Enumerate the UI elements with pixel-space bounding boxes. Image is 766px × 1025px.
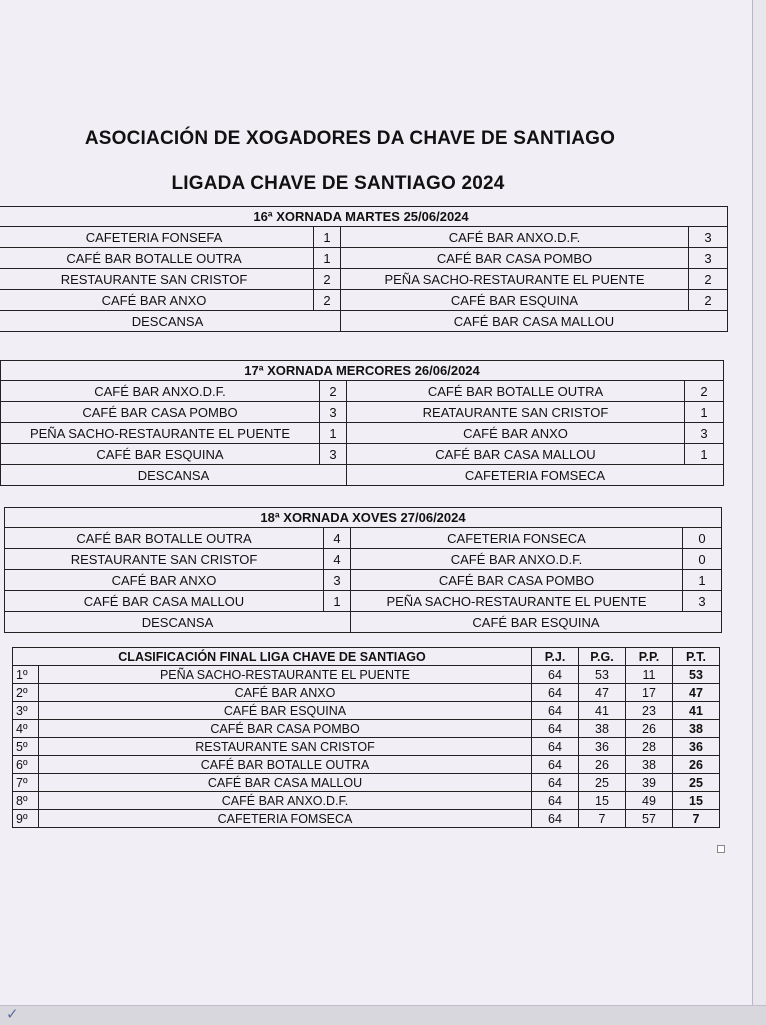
home-score: 4 xyxy=(324,528,351,549)
rest-label: DESCANSA xyxy=(1,465,347,486)
team-name: CAFÉ BAR BOTALLE OUTRA xyxy=(39,756,532,774)
home-score: 1 xyxy=(320,423,347,444)
team-name: CAFÉ BAR ANXO.D.F. xyxy=(39,792,532,810)
away-score: 3 xyxy=(685,423,724,444)
pj: 64 xyxy=(532,720,579,738)
table-row xyxy=(5,570,722,591)
pg: 47 xyxy=(579,684,626,702)
pt: 26 xyxy=(673,756,720,774)
team-name: CAFÉ BAR CASA MALLOU xyxy=(39,774,532,792)
table-row xyxy=(5,612,722,633)
status-bar xyxy=(0,1005,766,1025)
round-18-table xyxy=(4,507,722,633)
home-score: 1 xyxy=(314,227,341,248)
home-score: 3 xyxy=(320,402,347,423)
position: 7º xyxy=(13,774,39,792)
pj: 64 xyxy=(532,810,579,828)
team-name: CAFÉ BAR CASA POMBO xyxy=(39,720,532,738)
home-score: 2 xyxy=(320,381,347,402)
home-score: 3 xyxy=(320,444,347,465)
away-team: CAFÉ BAR ANXO xyxy=(347,423,685,444)
pt: 53 xyxy=(673,666,720,684)
home-team: CAFÉ BAR CASA MALLOU xyxy=(5,591,324,612)
team-name: PEÑA SACHO-RESTAURANTE EL PUENTE xyxy=(39,666,532,684)
pj: 64 xyxy=(532,756,579,774)
pp: 17 xyxy=(626,684,673,702)
home-score: 1 xyxy=(324,591,351,612)
rest-team: CAFETERIA FOMSECA xyxy=(347,465,724,486)
away-score: 1 xyxy=(685,444,724,465)
pp: 49 xyxy=(626,792,673,810)
pg: 41 xyxy=(579,702,626,720)
pt: 36 xyxy=(673,738,720,756)
round-16-table xyxy=(0,206,728,332)
pg: 36 xyxy=(579,738,626,756)
table-row xyxy=(13,810,720,828)
pp: 11 xyxy=(626,666,673,684)
away-score: 1 xyxy=(685,402,724,423)
pt: 41 xyxy=(673,702,720,720)
pg: 7 xyxy=(579,810,626,828)
position: 9º xyxy=(13,810,39,828)
home-team: RESTAURANTE SAN CRISTOF xyxy=(0,269,314,290)
pj: 64 xyxy=(532,738,579,756)
home-team: CAFÉ BAR ESQUINA xyxy=(1,444,320,465)
away-score: 2 xyxy=(689,290,728,311)
document-title: ASOCIACIÓN DE XOGADORES DA CHAVE DE SANTIAGO xyxy=(84,128,616,149)
pt: 25 xyxy=(673,774,720,792)
rest-label: DESCANSA xyxy=(5,612,351,633)
rest-team: CAFÉ BAR CASA MALLOU xyxy=(341,311,728,332)
table-row xyxy=(13,774,720,792)
home-score: 2 xyxy=(314,269,341,290)
table-resize-handle[interactable] xyxy=(717,845,725,853)
standings-header: CLASIFICACIÓN FINAL LIGA CHAVE DE SANTIAGO xyxy=(13,648,532,666)
rest-team: CAFÉ BAR ESQUINA xyxy=(351,612,722,633)
pg: 25 xyxy=(579,774,626,792)
table-row xyxy=(0,290,728,311)
pt: 7 xyxy=(673,810,720,828)
away-score: 0 xyxy=(683,549,722,570)
away-team: CAFÉ BAR CASA MALLOU xyxy=(347,444,685,465)
home-team: RESTAURANTE SAN CRISTOF xyxy=(5,549,324,570)
pj: 64 xyxy=(532,774,579,792)
pp: 38 xyxy=(626,756,673,774)
team-name: CAFÉ BAR ANXO xyxy=(39,684,532,702)
away-score: 0 xyxy=(683,528,722,549)
position: 3º xyxy=(13,702,39,720)
home-score: 1 xyxy=(314,248,341,269)
round-17-header: 17ª XORNADA MERCORES 26/06/2024 xyxy=(1,361,724,381)
col-pp: P.P. xyxy=(626,648,673,666)
away-team: CAFÉ BAR ANXO.D.F. xyxy=(351,549,683,570)
position: 2º xyxy=(13,684,39,702)
away-score: 1 xyxy=(683,570,722,591)
standings-table xyxy=(12,647,720,828)
away-score: 2 xyxy=(685,381,724,402)
table-row xyxy=(5,528,722,549)
table-row xyxy=(13,684,720,702)
pp: 57 xyxy=(626,810,673,828)
team-name: RESTAURANTE SAN CRISTOF xyxy=(39,738,532,756)
home-team: CAFÉ BAR ANXO.D.F. xyxy=(1,381,320,402)
home-team: CAFÉ BAR CASA POMBO xyxy=(1,402,320,423)
round-16-header: 16ª XORNADA MARTES 25/06/2024 xyxy=(0,207,728,227)
col-pt: P.T. xyxy=(673,648,720,666)
check-document-icon[interactable]: ✓ xyxy=(6,1006,19,1023)
position: 1º xyxy=(13,666,39,684)
table-row xyxy=(1,465,724,486)
table-row xyxy=(5,549,722,570)
col-pg: P.G. xyxy=(579,648,626,666)
round-17-table xyxy=(0,360,724,486)
table-row xyxy=(13,720,720,738)
home-score: 2 xyxy=(314,290,341,311)
home-team: CAFÉ BAR BOTALLE OUTRA xyxy=(5,528,324,549)
pt: 38 xyxy=(673,720,720,738)
table-row xyxy=(5,591,722,612)
table-row xyxy=(13,702,720,720)
team-name: CAFÉ BAR ESQUINA xyxy=(39,702,532,720)
away-team: CAFÉ BAR CASA POMBO xyxy=(351,570,683,591)
pg: 38 xyxy=(579,720,626,738)
away-team: CAFÉ BAR ESQUINA xyxy=(341,290,689,311)
pj: 64 xyxy=(532,792,579,810)
pp: 26 xyxy=(626,720,673,738)
table-row xyxy=(1,402,724,423)
position: 6º xyxy=(13,756,39,774)
home-team: PEÑA SACHO-RESTAURANTE EL PUENTE xyxy=(1,423,320,444)
round-18-header: 18ª XORNADA XOVES 27/06/2024 xyxy=(5,508,722,528)
pg: 15 xyxy=(579,792,626,810)
pp: 23 xyxy=(626,702,673,720)
table-row xyxy=(0,269,728,290)
away-team: CAFÉ BAR ANXO.D.F. xyxy=(341,227,689,248)
home-team: CAFETERIA FONSEFA xyxy=(0,227,314,248)
away-score: 2 xyxy=(689,269,728,290)
home-score: 4 xyxy=(324,549,351,570)
document-subtitle: LIGADA CHAVE DE SANTIAGO 2024 xyxy=(171,173,505,194)
col-pj: P.J. xyxy=(532,648,579,666)
position: 4º xyxy=(13,720,39,738)
table-row xyxy=(13,666,720,684)
pg: 26 xyxy=(579,756,626,774)
away-score: 3 xyxy=(689,248,728,269)
home-team: CAFÉ BAR ANXO xyxy=(5,570,324,591)
away-team: CAFETERIA FONSECA xyxy=(351,528,683,549)
table-row xyxy=(13,792,720,810)
pg: 53 xyxy=(579,666,626,684)
pp: 28 xyxy=(626,738,673,756)
position: 5º xyxy=(13,738,39,756)
away-team: REATAURANTE SAN CRISTOF xyxy=(347,402,685,423)
pj: 64 xyxy=(532,702,579,720)
team-name: CAFETERIA FOMSECA xyxy=(39,810,532,828)
home-team: CAFÉ BAR ANXO xyxy=(0,290,314,311)
table-row xyxy=(0,248,728,269)
home-team: CAFÉ BAR BOTALLE OUTRA xyxy=(0,248,314,269)
away-score: 3 xyxy=(683,591,722,612)
pt: 15 xyxy=(673,792,720,810)
away-team: PEÑA SACHO-RESTAURANTE EL PUENTE xyxy=(351,591,683,612)
away-team: CAFÉ BAR CASA POMBO xyxy=(341,248,689,269)
table-row xyxy=(0,311,728,332)
pt: 47 xyxy=(673,684,720,702)
away-score: 3 xyxy=(689,227,728,248)
table-row xyxy=(1,444,724,465)
pj: 64 xyxy=(532,666,579,684)
rest-label: DESCANSA xyxy=(0,311,341,332)
table-row xyxy=(13,738,720,756)
pj: 64 xyxy=(532,684,579,702)
table-row xyxy=(13,756,720,774)
away-team: PEÑA SACHO-RESTAURANTE EL PUENTE xyxy=(341,269,689,290)
pp: 39 xyxy=(626,774,673,792)
home-score: 3 xyxy=(324,570,351,591)
table-row xyxy=(0,227,728,248)
table-row xyxy=(1,423,724,444)
table-row xyxy=(1,381,724,402)
position: 8º xyxy=(13,792,39,810)
standings-header-row xyxy=(13,648,720,666)
away-team: CAFÉ BAR BOTALLE OUTRA xyxy=(347,381,685,402)
